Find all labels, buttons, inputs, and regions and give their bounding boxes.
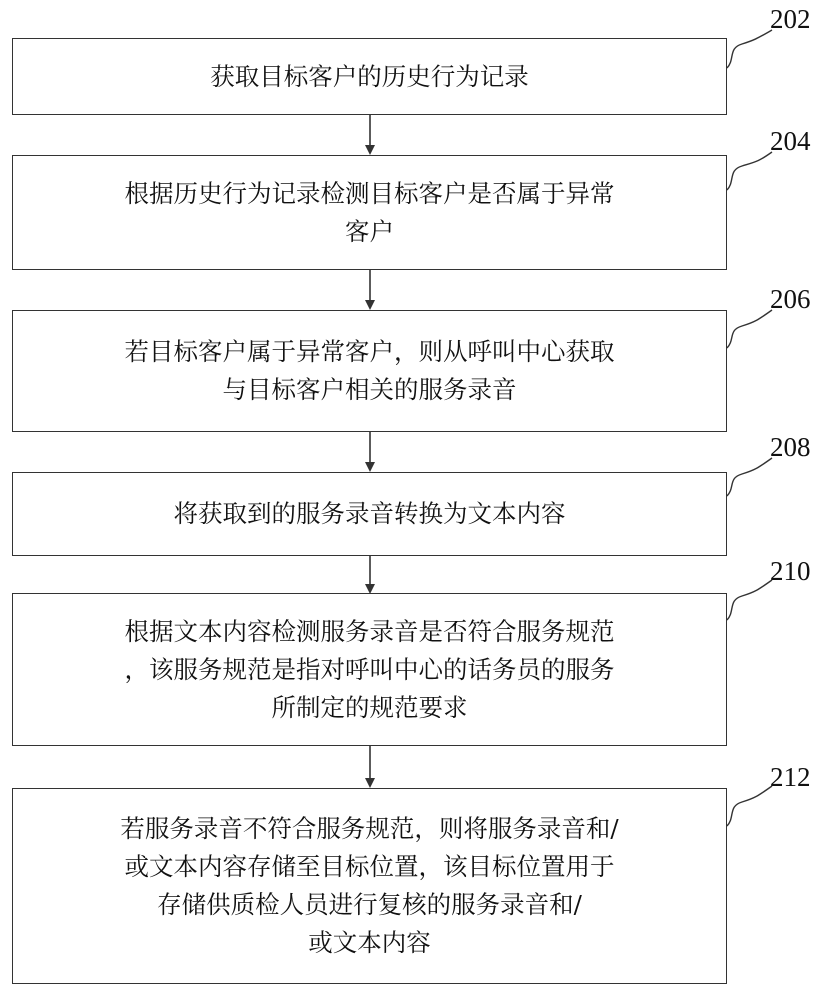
step-box-204 xyxy=(12,155,727,270)
step-box-212 xyxy=(12,788,727,984)
step-number-212: 212 xyxy=(770,762,811,792)
step-box-210 xyxy=(12,593,727,746)
step-box-208 xyxy=(12,472,727,556)
step-text-line: 存储供质检人员进行复核的服务录音和/ xyxy=(157,890,582,919)
step-number-206: 206 xyxy=(770,284,811,314)
step-box-206 xyxy=(12,310,727,432)
step-text-line: 将获取到的服务录音转换为文本内容 xyxy=(173,499,566,528)
step-text-line: 客户 xyxy=(345,216,394,246)
step-number-210: 210 xyxy=(770,556,811,586)
step-number-202: 202 xyxy=(770,4,811,34)
step-text-line: 所制定的规范要求 xyxy=(271,692,468,722)
step-text-line: 根据历史行为记录检测目标客户是否属于异常 xyxy=(124,178,615,208)
step-number-208: 208 xyxy=(770,432,811,462)
step-text-line: 或文本内容 xyxy=(308,928,431,957)
step-number-204: 204 xyxy=(770,126,811,156)
leader-206 xyxy=(727,310,772,348)
leader-212 xyxy=(727,786,772,826)
step-text-line: 获取目标客户的历史行为记录 xyxy=(210,61,529,91)
step-text-line: ，该服务规范是指对呼叫中心的话务员的服务 xyxy=(124,654,615,684)
leader-210 xyxy=(727,580,772,620)
step-text-line: 若服务录音不符合服务规范，则将服务录音和/ xyxy=(120,814,619,843)
step-text-line: 与目标客户相关的服务录音 xyxy=(222,375,517,404)
leader-208 xyxy=(727,458,772,496)
step-box-202 xyxy=(12,38,727,115)
step-text-line: 若目标客户属于异常客户，则从呼叫中心获取 xyxy=(124,337,615,366)
leader-202 xyxy=(727,30,772,68)
step-text-line: 或文本内容存储至目标位置，该目标位置用于 xyxy=(124,852,615,881)
leader-204 xyxy=(727,152,772,190)
step-text-line: 根据文本内容检测服务录音是否符合服务规范 xyxy=(124,616,615,646)
